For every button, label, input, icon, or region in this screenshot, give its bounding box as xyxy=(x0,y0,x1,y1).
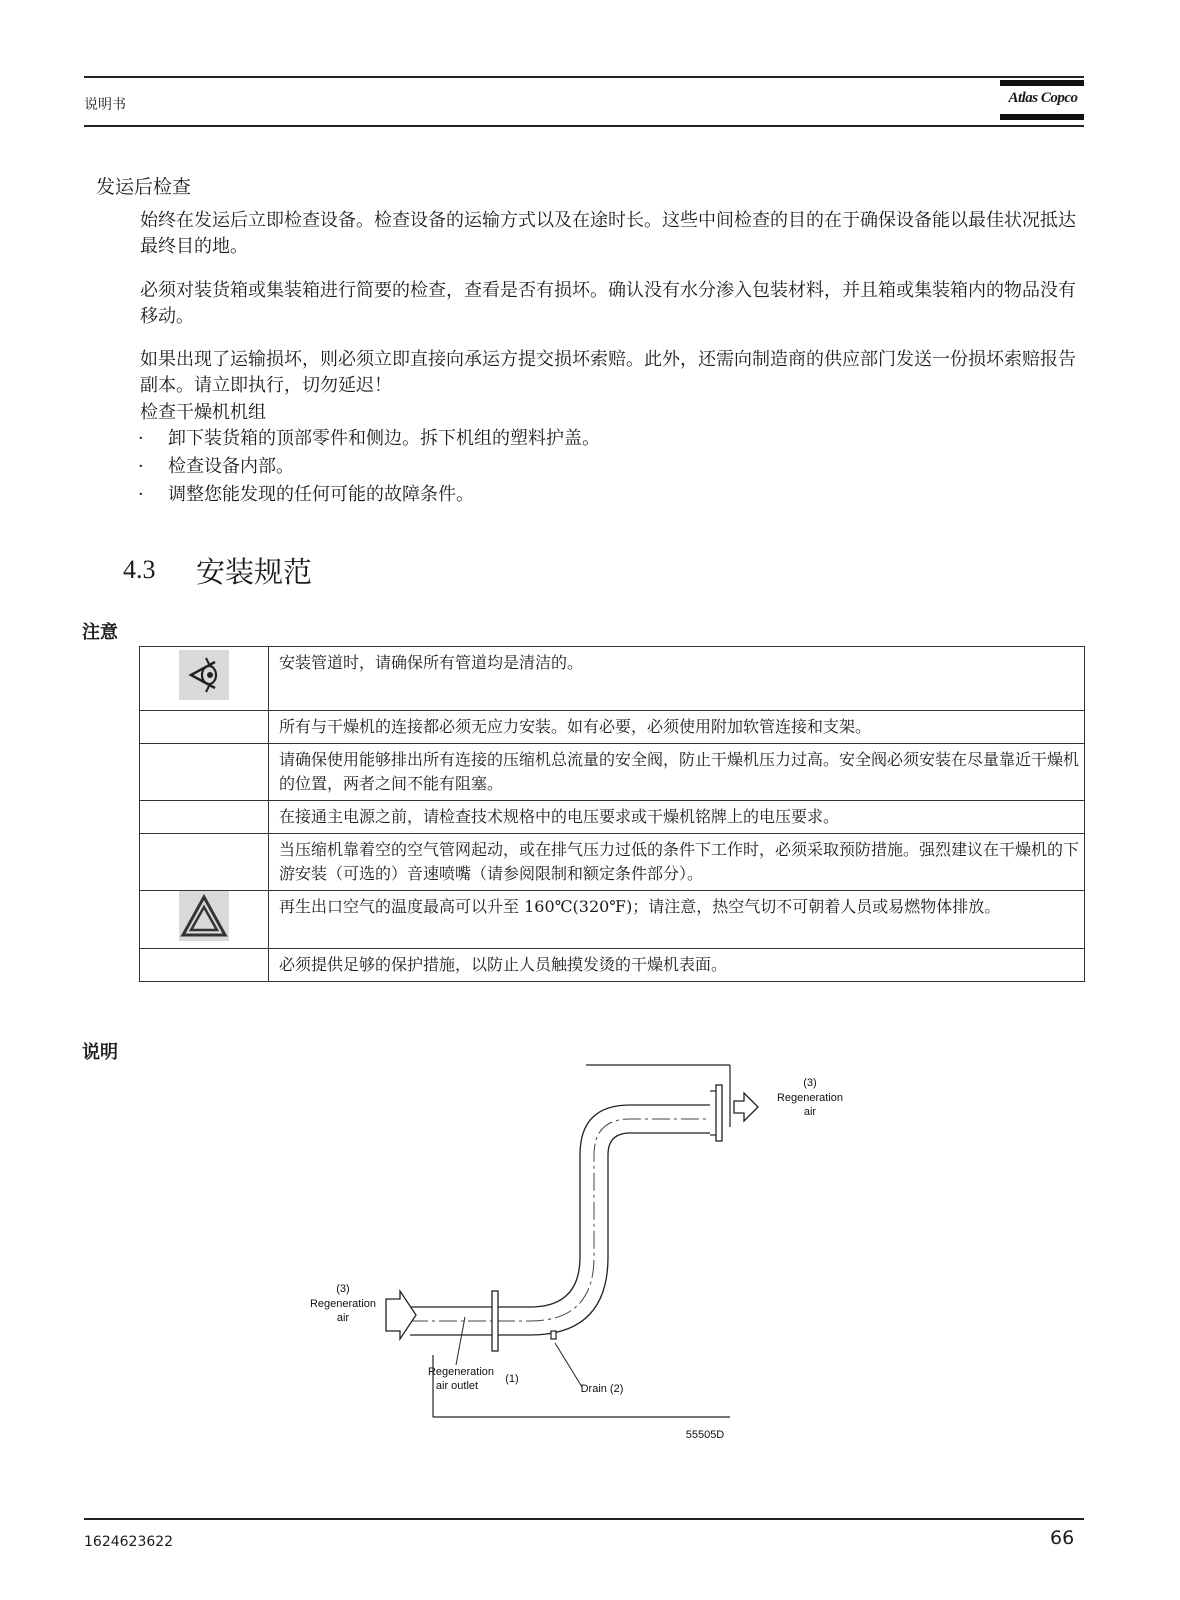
note-icon-cell xyxy=(140,891,269,949)
section-title: 安装规范 xyxy=(196,555,313,589)
header-bottom-rule xyxy=(84,125,1084,127)
flange-lower xyxy=(492,1291,498,1351)
note-icon-cell xyxy=(140,711,269,744)
left-label-line1: Regeneration xyxy=(309,1298,377,1310)
list-item: · 卸下装货箱的顶部零件和侧边。拆下机组的塑料护盖。 xyxy=(138,428,600,449)
note-text: 再生出口空气的温度最高可以升至 160℃(320℉)；请注意，热空气切不可朝着人员或易燃物体排放。 xyxy=(269,891,1085,949)
note-text: 当压缩机靠着空的空气管网起动，或在排气压力过低的条件下工作时，必须采取预防措施。强烈建议在干燥机的下游安装（可选的）音速喷嘴（请参阅限制和额定条件部分）。 xyxy=(269,834,1085,891)
drain-stub xyxy=(551,1331,556,1339)
inspect-eye-icon xyxy=(179,650,229,700)
note-icon-cell xyxy=(140,834,269,891)
pipe-inner-wall xyxy=(410,1133,710,1335)
dryer-check-subheading: 检查干燥机机组 xyxy=(140,402,266,423)
regeneration-air-out-arrow xyxy=(734,1093,758,1121)
note-text: 安装管道时，请确保所有管道均是清洁的。 xyxy=(269,647,1085,711)
table-row xyxy=(140,949,1085,982)
illustration-label: 说明 xyxy=(82,1042,118,1063)
doc-title: 说明书 xyxy=(84,97,126,113)
note-text: 所有与干燥机的连接都必须无应力安装。如有必要，必须使用附加软管连接和支架。 xyxy=(269,711,1085,744)
header-top-rule xyxy=(84,76,1084,78)
flange-upper xyxy=(716,1085,722,1141)
top-label-line1: Regeneration xyxy=(776,1092,844,1104)
outlet-leader xyxy=(456,1317,465,1365)
top-label-num: (3) xyxy=(803,1077,817,1089)
inspection-heading: 发运后检查 xyxy=(96,176,192,198)
table-row xyxy=(140,744,1085,801)
table-row xyxy=(140,647,1085,711)
regeneration-air-in-arrow xyxy=(386,1291,416,1339)
warning-triangle-icon xyxy=(179,891,229,941)
piping-diagram xyxy=(290,1055,890,1455)
notes-label: 注意 xyxy=(82,622,118,643)
note-icon-cell xyxy=(140,647,269,711)
table-row xyxy=(140,801,1085,834)
drain-label: Drain (2) xyxy=(580,1383,624,1395)
diagram-code: 55505D xyxy=(685,1429,725,1441)
inspection-para-1: 始终在发运后立即检查设备。检查设备的运输方式以及在途时长。这些中间检查的目的在于确保设备能以最佳状况抵达最终目的地。 xyxy=(140,210,1076,257)
left-label-line2: air xyxy=(336,1312,350,1324)
note-text: 必须提供足够的保护措施，以防止人员触摸发烫的干燥机表面。 xyxy=(269,949,1085,982)
top-label-line2: air xyxy=(803,1106,817,1118)
list-item: · 调整您能发现的任何可能的故障条件。 xyxy=(138,484,474,505)
notes-table xyxy=(139,646,1085,982)
page-number: 66 xyxy=(1050,1527,1075,1549)
note-icon-cell xyxy=(140,744,269,801)
note-icon-cell xyxy=(140,949,269,982)
table-row xyxy=(140,834,1085,891)
footer-rule xyxy=(84,1518,1084,1520)
outlet-label-line1: Regeneration xyxy=(427,1366,495,1378)
doc-number: 1624623622 xyxy=(84,1534,174,1550)
list-item: · 检查设备内部。 xyxy=(138,456,294,477)
left-label-num: (3) xyxy=(336,1283,350,1295)
section-number: 4.3 xyxy=(123,555,156,584)
drain-leader xyxy=(555,1343,582,1387)
outlet-label-line2: air outlet xyxy=(435,1380,479,1392)
note-text: 在接通主电源之前，请检查技术规格中的电压要求或干燥机铭牌上的电压要求。 xyxy=(269,801,1085,834)
atlas-copco-logo: Atlas Copco xyxy=(1000,78,1084,126)
table-row xyxy=(140,891,1085,949)
table-row xyxy=(140,711,1085,744)
outlet-label-num: (1) xyxy=(505,1373,519,1385)
note-icon-cell xyxy=(140,801,269,834)
pipe-outer-wall xyxy=(410,1105,710,1307)
pipe-centerline xyxy=(410,1119,710,1321)
note-text: 请确保使用能够排出所有连接的压缩机总流量的安全阀，防止干燥机压力过高。安全阀必须安装在尽量靠近干燥机的位置，两者之间不能有阻塞。 xyxy=(269,744,1085,801)
inspection-para-2: 必须对装货箱或集装箱进行简要的检查，查看是否有损坏。确认没有水分渗入包装材料，并且箱或集装箱内的物品没有移动。 xyxy=(140,280,1076,327)
inspection-para-3: 如果出现了运输损坏，则必须立即直接向承运方提交损坏索赔。此外，还需向制造商的供应部门发送一份损坏索赔报告副本。请立即执行，切勿延迟！ xyxy=(140,349,1076,396)
